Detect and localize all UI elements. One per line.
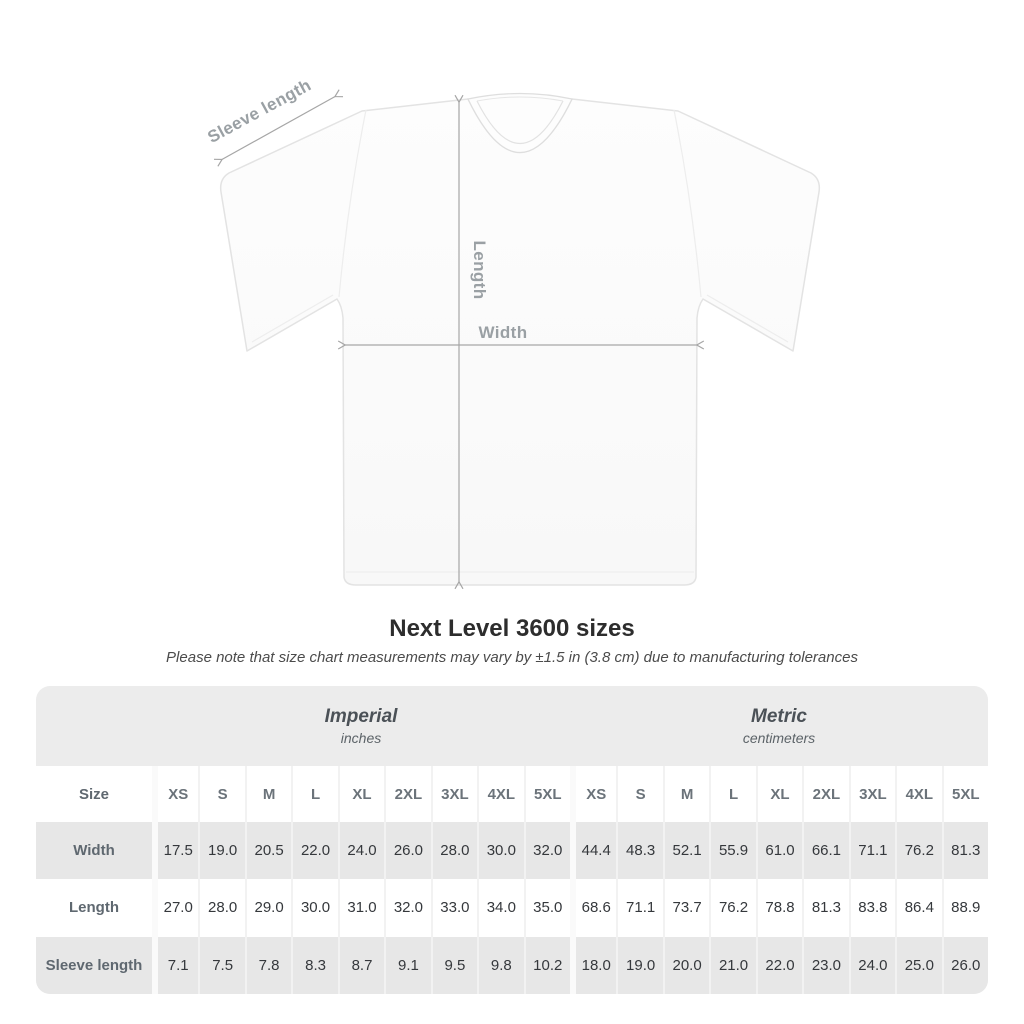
measurement-cell: 20.5 bbox=[245, 822, 291, 879]
size-column-header: XS bbox=[570, 766, 616, 822]
size-table bbox=[36, 686, 988, 994]
table-row-sleeve-length bbox=[36, 937, 988, 994]
row-label: Length bbox=[69, 899, 119, 917]
measurement-cell: 78.8 bbox=[756, 879, 802, 936]
measurement-cell: 23.0 bbox=[802, 937, 848, 994]
imperial-label: Imperial bbox=[324, 705, 398, 727]
size-column-header: 5XL bbox=[524, 766, 570, 822]
measurement-cell: 32.0 bbox=[384, 879, 430, 936]
size-column-header: Size bbox=[78, 785, 109, 803]
size-column-header: XL bbox=[756, 766, 802, 822]
size-column-header: XL bbox=[338, 766, 384, 822]
measurement-cell: 33.0 bbox=[431, 879, 477, 936]
width-label: Width bbox=[478, 323, 528, 342]
measurement-cell: 61.0 bbox=[756, 822, 802, 879]
unit-group-metric bbox=[570, 705, 988, 748]
measurement-cell: 28.0 bbox=[431, 822, 477, 879]
table-row-length bbox=[36, 879, 988, 936]
measurement-cell: 66.1 bbox=[802, 822, 848, 879]
measurement-cell: 10.2 bbox=[524, 937, 570, 994]
page-title: Next Level 3600 sizes bbox=[389, 615, 635, 642]
length-label: Length bbox=[470, 240, 489, 300]
metric-sublabel: centimeters bbox=[742, 730, 816, 747]
measurement-cell: 68.6 bbox=[570, 879, 616, 936]
size-column-header: XS bbox=[152, 766, 198, 822]
measurement-cell: 26.0 bbox=[942, 937, 988, 994]
measurement-cell: 8.3 bbox=[291, 937, 337, 994]
measurement-cell: 35.0 bbox=[524, 879, 570, 936]
measurement-cell: 8.7 bbox=[338, 937, 384, 994]
measurement-cell: 9.5 bbox=[431, 937, 477, 994]
size-column-header: M bbox=[663, 766, 709, 822]
sleeve-length-label: Sleeve length bbox=[204, 75, 315, 147]
measurement-cell: 76.2 bbox=[709, 879, 755, 936]
measurement-cell: 26.0 bbox=[384, 822, 430, 879]
metric-label: Metric bbox=[751, 705, 807, 727]
measurement-cell: 30.0 bbox=[291, 879, 337, 936]
measurement-cell: 7.5 bbox=[198, 937, 244, 994]
size-column-header: 2XL bbox=[384, 766, 430, 822]
measurement-cell: 19.0 bbox=[198, 822, 244, 879]
measurement-cell: 86.4 bbox=[895, 879, 941, 936]
measurement-cell: 25.0 bbox=[895, 937, 941, 994]
measurement-cell: 19.0 bbox=[616, 937, 662, 994]
measurement-cell: 9.1 bbox=[384, 937, 430, 994]
measurement-cell: 52.1 bbox=[663, 822, 709, 879]
size-column-header: L bbox=[709, 766, 755, 822]
measurement-cell: 24.0 bbox=[849, 937, 895, 994]
measurement-cell: 48.3 bbox=[616, 822, 662, 879]
measurement-cell: 21.0 bbox=[709, 937, 755, 994]
measurement-cell: 7.1 bbox=[152, 937, 198, 994]
measurement-cell: 20.0 bbox=[663, 937, 709, 994]
measurement-cell: 81.3 bbox=[802, 879, 848, 936]
row-label: Width bbox=[73, 842, 115, 860]
measurement-cell: 73.7 bbox=[663, 879, 709, 936]
measurement-cell: 31.0 bbox=[338, 879, 384, 936]
imperial-sublabel: inches bbox=[340, 730, 382, 747]
measurement-cell: 7.8 bbox=[245, 937, 291, 994]
measurement-cell: 27.0 bbox=[152, 879, 198, 936]
measurement-cell: 30.0 bbox=[477, 822, 523, 879]
measurement-cell: 83.8 bbox=[849, 879, 895, 936]
unit-groups-row bbox=[36, 686, 988, 766]
measurement-cell: 88.9 bbox=[942, 879, 988, 936]
measurement-cell: 22.0 bbox=[756, 937, 802, 994]
measurement-cell: 18.0 bbox=[570, 937, 616, 994]
measurement-cell: 71.1 bbox=[849, 822, 895, 879]
measurement-cell: 24.0 bbox=[338, 822, 384, 879]
measurement-cell: 81.3 bbox=[942, 822, 988, 879]
size-column-header: 5XL bbox=[942, 766, 988, 822]
size-column-header: 4XL bbox=[477, 766, 523, 822]
measurement-cell: 34.0 bbox=[477, 879, 523, 936]
measurement-cell: 28.0 bbox=[198, 879, 244, 936]
measurement-cell: 32.0 bbox=[524, 822, 570, 879]
size-column-header: 3XL bbox=[431, 766, 477, 822]
measurement-cell: 44.4 bbox=[570, 822, 616, 879]
measurement-cell: 55.9 bbox=[709, 822, 755, 879]
size-column-header: 3XL bbox=[849, 766, 895, 822]
page-subtitle: Please note that size chart measurements may vary by ±1.5 in (3.8 cm) due to manufacturing tolerances bbox=[166, 649, 858, 666]
size-column-header: 4XL bbox=[895, 766, 941, 822]
measurement-cell: 17.5 bbox=[152, 822, 198, 879]
size-column-header: L bbox=[291, 766, 337, 822]
row-label: Sleeve length bbox=[45, 956, 143, 974]
measurement-cell: 22.0 bbox=[291, 822, 337, 879]
size-column-header: M bbox=[245, 766, 291, 822]
table-row-width bbox=[36, 822, 988, 879]
size-column-header: S bbox=[616, 766, 662, 822]
size-column-header: S bbox=[198, 766, 244, 822]
measurement-cell: 29.0 bbox=[245, 879, 291, 936]
size-header-row bbox=[36, 766, 988, 822]
measurement-cell: 9.8 bbox=[477, 937, 523, 994]
unit-group-imperial bbox=[152, 705, 570, 748]
measurement-cell: 76.2 bbox=[895, 822, 941, 879]
size-column-header: 2XL bbox=[802, 766, 848, 822]
measurement-cell: 71.1 bbox=[616, 879, 662, 936]
